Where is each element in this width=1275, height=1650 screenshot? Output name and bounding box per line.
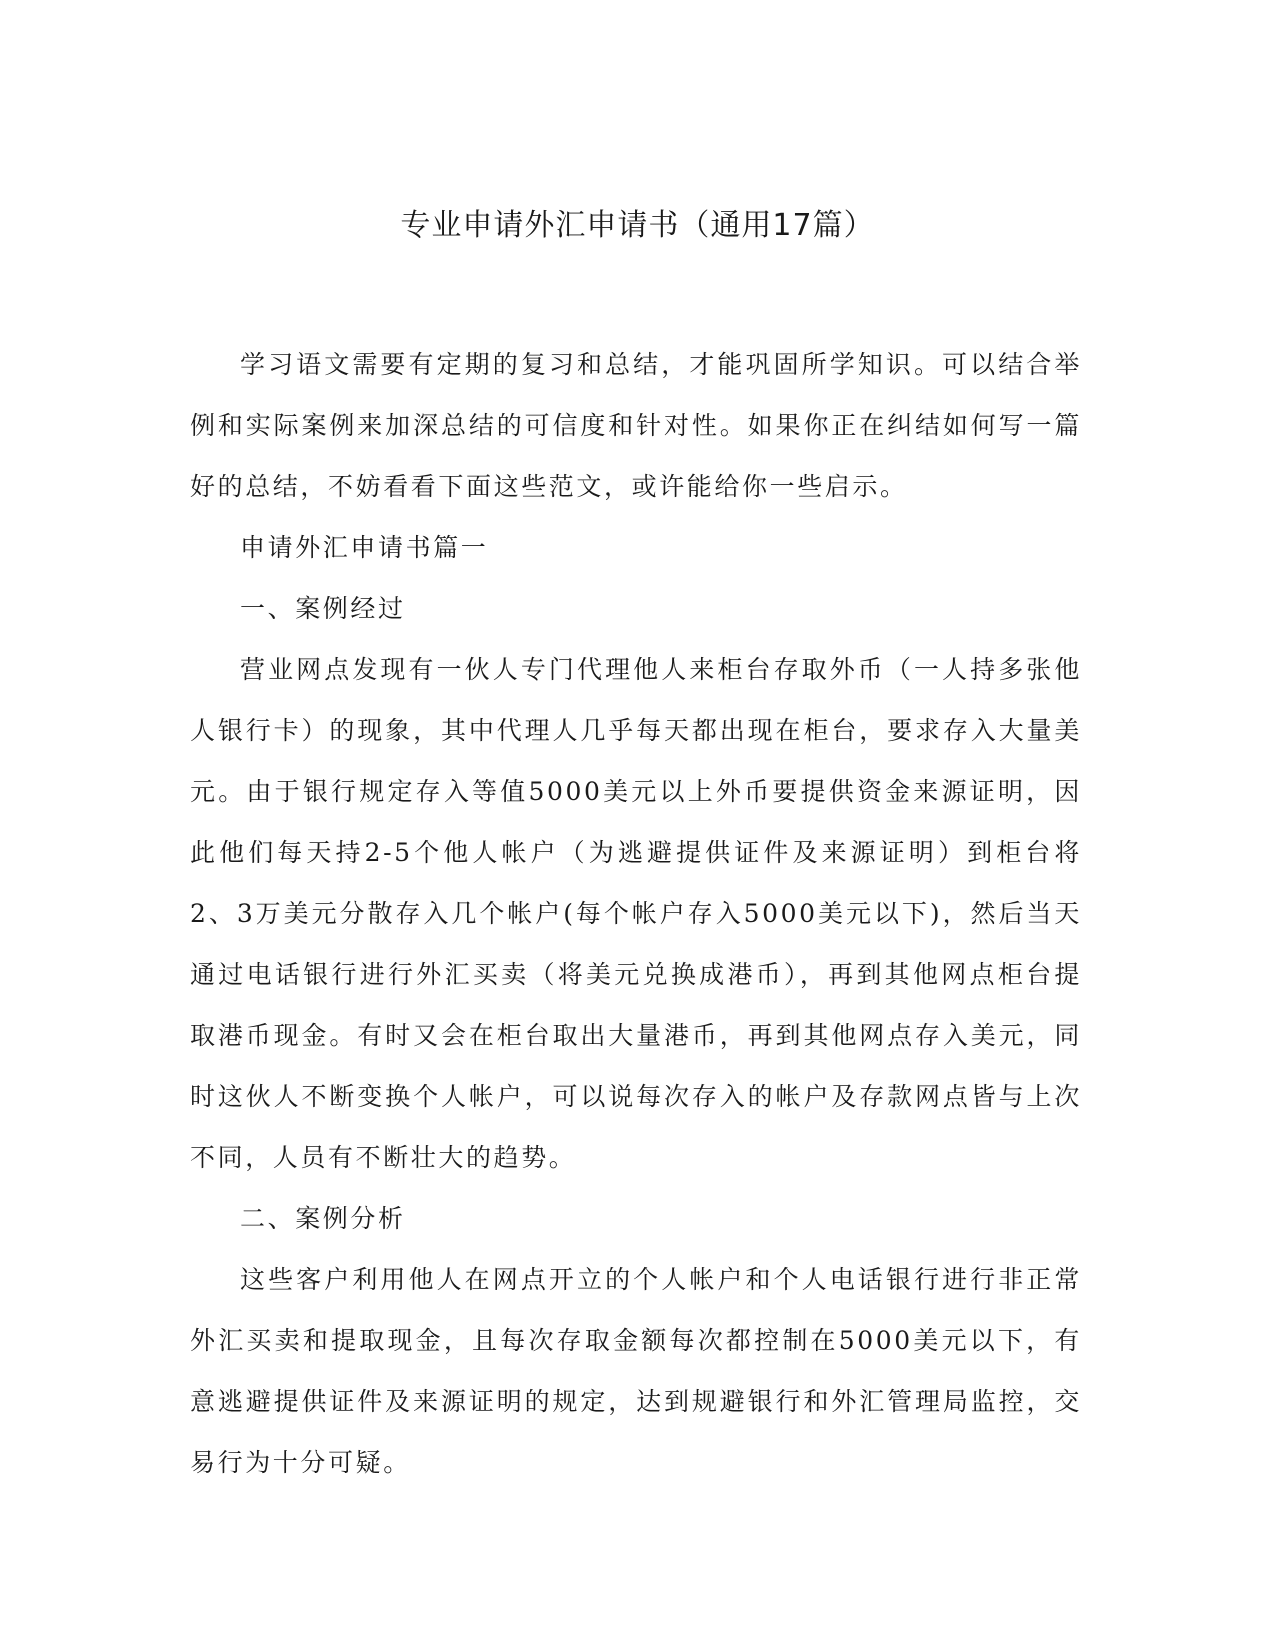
document-body [190, 334, 1082, 1493]
section-title: 申请外汇申请书篇一 [240, 533, 489, 562]
case-description-paragraph: 营业网点发现有一伙人专门代理他人来柜台存取外币（一人持多张他人银行卡）的现象，其中代理人几乎每天都出现在柜台，要求存入大量美元。由于银行规定存入等值5000美元以上外币要提供资金来源证明，因此他们每天持2-5个他人帐户（为逃避提供证件及来源证明）到柜台将2、3万美元分散存入几个帐户(每个帐户存入5000美元以下)，然后当天通过电话银行进行外汇买卖（将美元兑换成港币），再到其他网点柜台提取港币现金。有时又会在柜台取出大量港币，再到其他网点存入美元，同时这伙人不断变换个人帐户，可以说每次存入的帐户及存款网点皆与上次不同，人员有不断壮大的趋势。 [190, 655, 1082, 1172]
case-analysis-paragraph: 这些客户利用他人在网点开立的个人帐户和个人电话银行进行非正常外汇买卖和提取现金，且每次存取金额每次都控制在5000美元以下，有意逃避提供证件及来源证明的规定，达到规避银行和外汇管理局监控，交易行为十分可疑。 [190, 1265, 1082, 1477]
document-title: 专业申请外汇申请书（通用17篇） [400, 208, 875, 243]
subsection-heading: 一、案例经过 [240, 594, 406, 623]
intro-paragraph: 学习语文需要有定期的复习和总结，才能巩固所学知识。可以结合举例和实际案例来加深总结的可信度和针对性。如果你正在纠结如何写一篇好的总结，不妨看看下面这些范文，或许能给你一些启示。 [190, 350, 1082, 501]
subsection-heading: 二、案例分析 [240, 1204, 406, 1233]
